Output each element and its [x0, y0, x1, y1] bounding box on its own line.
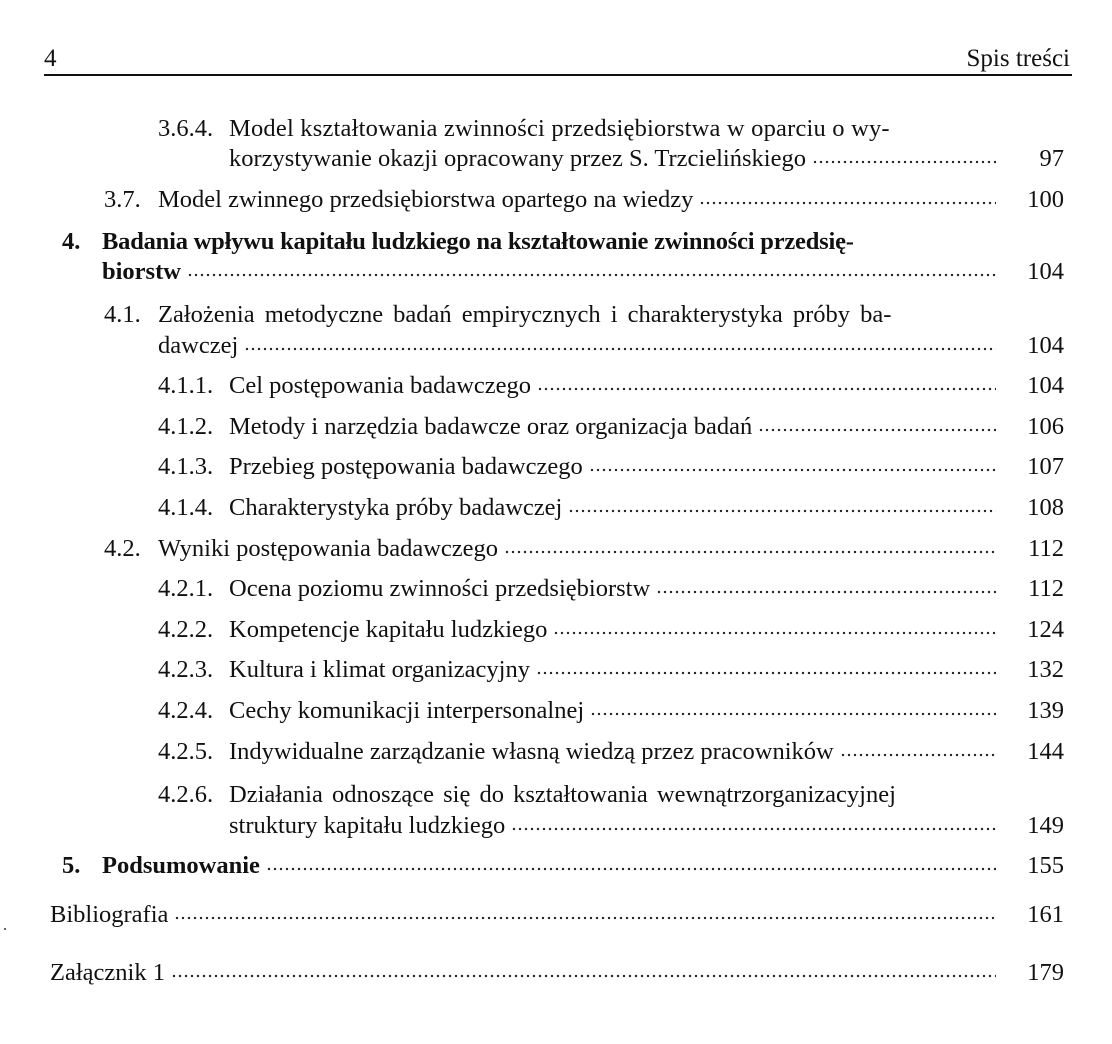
toc-entry-4-2-1-number: 4.2.1.	[158, 575, 214, 602]
leader-dots	[656, 588, 996, 596]
toc-entry-5-title: Podsumowanie	[102, 852, 260, 879]
toc-entry-3-7-title: Model zwinnego przedsiębiorstwa opartego na wiedzy	[158, 186, 694, 213]
leader-dots	[187, 271, 996, 279]
toc-entry-3-6-4-number: 3.6.4.	[158, 115, 214, 142]
toc-entry-4-1-line-1	[158, 300, 984, 330]
toc-entry-3-7-page: 100	[1027, 186, 1064, 213]
toc-entry-4-number: 4.	[62, 228, 81, 255]
leader-dots	[244, 345, 996, 353]
toc-entry-4-2-6-number: 4.2.6.	[158, 781, 214, 808]
toc-entry-4-2-6-title-line-2: struktury kapitału ludzkiego	[229, 812, 506, 839]
leader-dots	[536, 669, 996, 677]
toc-entry-4-line-1	[102, 227, 984, 257]
toc-entry-4-2-3-title: Kultura i klimat organizacyjny	[229, 656, 530, 683]
toc-entry-4-1-2-title: Metody i narzędzia badawcze oraz organizacja badań	[229, 413, 753, 440]
toc-entry-4-2-title: Wyniki postępowania badawczego	[158, 535, 499, 562]
toc-entry-4-1-3-page: 107	[1027, 453, 1064, 480]
leader-dots	[511, 825, 996, 833]
toc-entry-4-1-3-number: 4.1.3.	[158, 453, 214, 480]
toc-entry-4-2-3-number: 4.2.3.	[158, 656, 214, 683]
toc-entry-5[interactable]	[102, 851, 1064, 881]
toc-entry-zalacznik-1-title: Załącznik 1	[50, 959, 165, 986]
leader-dots	[812, 158, 996, 166]
toc-entry-4-1-1-title: Cel postępowania badawczego	[229, 372, 532, 399]
toc-entry-4-2-2-number: 4.2.2.	[158, 616, 214, 643]
toc-entry-4-2-2-page: 124	[1027, 616, 1064, 643]
toc-entry-4-2-5-title: Indywidualne zarządzanie własną wiedzą przez pracowników	[229, 738, 834, 765]
toc-entry-4-1-1-page: 104	[1027, 372, 1064, 399]
toc-entry-4-1-4-title: Charakterystyka próby badawczej	[229, 494, 563, 521]
leader-dots	[504, 548, 996, 556]
toc-entry-3-6-4-line-1	[229, 114, 984, 144]
toc-entry-bibliografia-title: Bibliografia	[50, 901, 169, 928]
toc-entry-4[interactable]	[102, 257, 1064, 287]
toc-entry-4-2-number: 4.2.	[104, 535, 141, 562]
toc-entry-4-2[interactable]	[158, 534, 1064, 564]
toc-entry-4-2-5[interactable]	[229, 737, 1064, 767]
toc-entry-4-2-page: 112	[1028, 535, 1064, 562]
toc-entry-4-2-5-page: 144	[1027, 738, 1064, 765]
leader-dots	[174, 914, 996, 922]
leader-dots	[699, 199, 996, 207]
toc-entry-4-title-line-2: biorstw	[102, 258, 181, 285]
toc-entry-zalacznik-1-page: 179	[1027, 959, 1064, 986]
toc-entry-4-2-4-title: Cechy komunikacji interpersonalnej	[229, 697, 585, 724]
toc-entry-4-2-2-title: Kompetencje kapitału ludzkiego	[229, 616, 548, 643]
toc-entry-3-6-4-page: 97	[1039, 145, 1064, 172]
page-number: 4	[44, 45, 57, 72]
toc-entry-4-1-number: 4.1.	[104, 301, 141, 328]
leader-dots	[568, 507, 996, 515]
toc-entry-zalacznik-1[interactable]	[50, 958, 1064, 988]
toc-entry-4-2-4-number: 4.2.4.	[158, 697, 214, 724]
header-rule	[44, 74, 1072, 76]
toc-entry-4-title-line-1: Badania wpływu kapitału ludzkiego na kształtowanie zwinności przedsię-	[102, 228, 854, 255]
running-head: Spis treści	[966, 45, 1070, 72]
toc-entry-3-6-4-title-line-1: Model kształtowania zwinności przedsiębiorstwa w oparciu o wy-	[229, 115, 890, 142]
toc-entry-4-2-6-line-1	[229, 780, 984, 810]
toc-entry-4-2-4-page: 139	[1027, 697, 1064, 724]
toc-entry-4-1[interactable]	[158, 331, 1064, 361]
toc-entry-bibliografia[interactable]	[50, 900, 1064, 930]
toc-entry-4-1-2-page: 106	[1027, 413, 1064, 440]
toc-entry-4-2-6-title-line-1: Działania odnoszące się do kształtowania wewnątrzorganizacyjnej	[229, 781, 896, 808]
toc-entry-3-7-number: 3.7.	[104, 186, 141, 213]
toc-entry-4-2-4[interactable]	[229, 696, 1064, 726]
leader-dots	[840, 751, 996, 759]
toc-entry-4-1-2-number: 4.1.2.	[158, 413, 214, 440]
toc-entry-3-7[interactable]	[158, 185, 1064, 215]
toc-entry-4-1-3-title: Przebieg postępowania badawczego	[229, 453, 583, 480]
toc-entry-4-1-title-line-2: dawczej	[158, 332, 239, 359]
toc-entry-4-2-1-title: Ocena poziomu zwinności przedsiębiorstw	[229, 575, 651, 602]
toc-entry-3-6-4[interactable]	[229, 144, 1064, 174]
leader-dots	[589, 466, 996, 474]
toc-entry-4-2-2[interactable]	[229, 615, 1064, 645]
toc-entry-4-1-1[interactable]	[229, 371, 1064, 401]
toc-entry-4-1-4-page: 108	[1027, 494, 1064, 521]
toc-entry-4-1-1-number: 4.1.1.	[158, 372, 214, 399]
leader-dots	[171, 972, 996, 980]
toc-entry-4-2-1-page: 112	[1028, 575, 1064, 602]
toc-entry-4-2-6-page: 149	[1027, 812, 1064, 839]
leader-dots	[590, 710, 996, 718]
leader-dots	[553, 629, 996, 637]
toc-entry-5-number: 5.	[62, 852, 81, 879]
toc-entry-4-1-4[interactable]	[229, 493, 1064, 523]
scan-speck	[4, 928, 6, 930]
toc-entry-4-page: 104	[1027, 258, 1064, 285]
toc-entry-4-2-6[interactable]	[229, 811, 1064, 841]
toc-entry-4-1-4-number: 4.1.4.	[158, 494, 214, 521]
toc-entry-bibliografia-page: 161	[1027, 901, 1064, 928]
toc-entry-4-1-page: 104	[1027, 332, 1064, 359]
toc-entry-3-6-4-title-line-2: korzystywanie okazji opracowany przez S. Trzcielińskiego	[229, 145, 806, 172]
toc-entry-4-1-3[interactable]	[229, 452, 1064, 482]
toc-entry-4-1-title-line-1: Założenia metodyczne badań empirycznych i charakterystyka próby ba-	[158, 301, 892, 328]
leader-dots	[266, 865, 996, 873]
toc-entry-4-2-5-number: 4.2.5.	[158, 738, 214, 765]
leader-dots	[758, 426, 996, 434]
toc-entry-4-2-3[interactable]	[229, 655, 1064, 685]
toc-entry-4-2-3-page: 132	[1027, 656, 1064, 683]
toc-entry-4-1-2[interactable]	[229, 412, 1064, 442]
toc-entry-5-page: 155	[1027, 852, 1064, 879]
leader-dots	[537, 385, 996, 393]
toc-entry-4-2-1[interactable]	[229, 574, 1064, 604]
